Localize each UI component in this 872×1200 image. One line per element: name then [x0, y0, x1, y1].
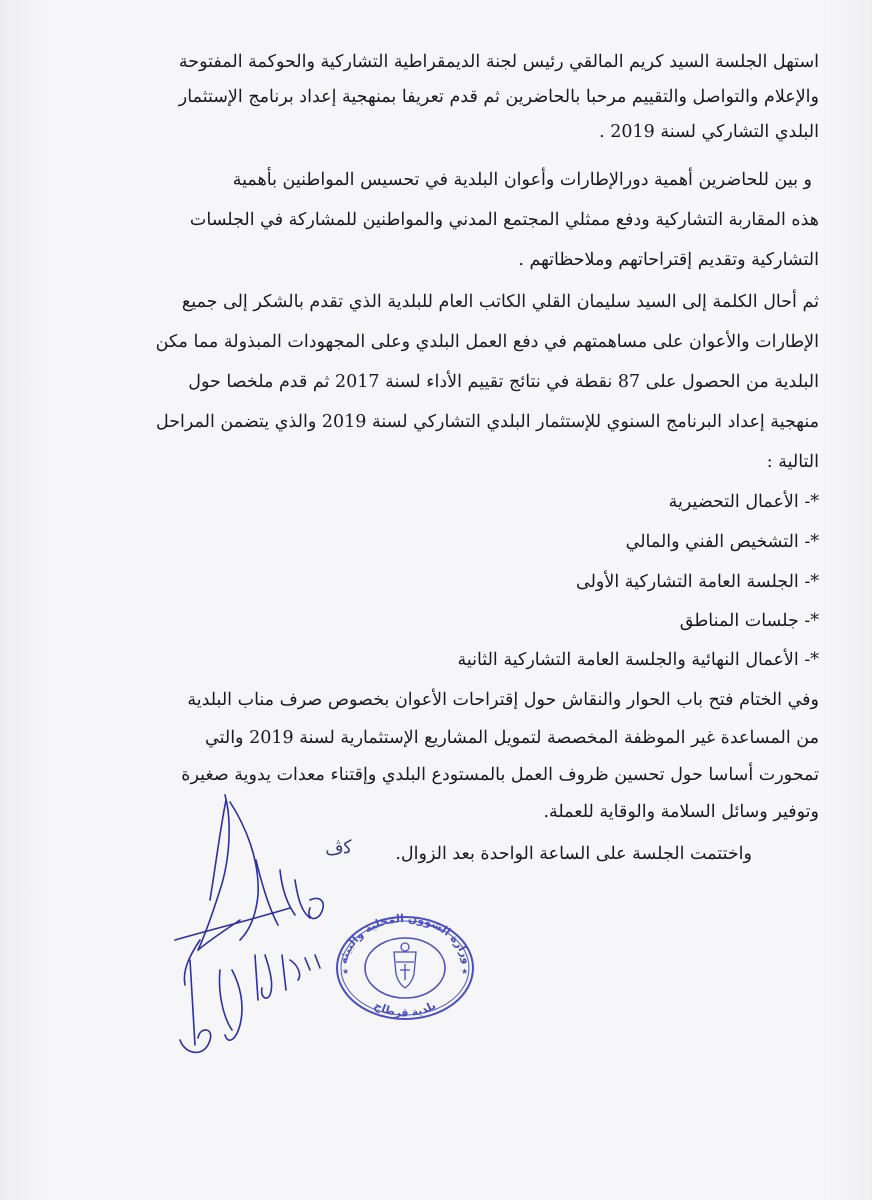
p2-line-1: و بين للحاضرين أهمية دورالإطارات وأعوان البلدية في تحسيس المواطنين بأهمية — [232, 170, 812, 190]
p1-line-3: البلدي التشاركي لسنة 2019 . — [599, 122, 819, 142]
p4-line-3: تمحورت أساسا حول تحسين ظروف العمل بالمستودع البلدي وإقتناء معدات يدوية صغيرة — [181, 765, 819, 785]
p2-line-3: التشاركية وتقديم إقتراحاتهم وملاحظاتهم . — [518, 250, 819, 270]
stage-item: *- الجلسة العامة التشاركية الأولى — [576, 572, 819, 592]
p1-line-1: استهل الجلسة السيد كريم المالقي رئيس لجنة الديمقراطية التشاركية والحوكمة المفتوحة — [178, 52, 819, 72]
p3-line-5: التالية : — [766, 452, 819, 472]
stage-item: *- الأعمال التحضيرية — [668, 492, 819, 512]
closing-line: واختتمت الجلسة على الساعة الواحدة بعد الزوال. — [395, 844, 752, 864]
p4-line-4: وتوفير وسائل السلامة والوقاية للعملة. — [543, 802, 819, 822]
p1-line-2: والإعلام والتواصل والتقييم مرحبا بالحاضرين ثم قدم تعريفا بمنهجية إعداد برنامج الإستثمار — [178, 87, 819, 107]
p3-line-1: ثم أحال الكلمة إلى السيد سليمان القلي الكاتب العام للبلدية الذي تقدم بالشكر إلى جميع — [181, 292, 819, 312]
stage-item: *- التشخيص الفني والمالي — [625, 532, 819, 552]
p3-line-4: منهجية إعداد البرنامج السنوي للإستثمار البلدي التشاركي لسنة 2019 والذي يتضمن المراحل — [155, 412, 819, 432]
stamp-outer-text: وزارة الشؤون المحلية والبيئة — [336, 912, 474, 966]
p3-line-2: الإطارات والأعوان على مساهمتهم في دفع العمل البلدي وعلى المجهودات المبذولة مما مكن — [155, 332, 819, 352]
svg-text:★: ★ — [461, 967, 469, 976]
emblem-icon — [394, 943, 416, 988]
p4-line-1: وفي الختام فتح باب الحوار والنقاش حول إقتراحات الأعوان بخصوص صرف مناب البلدية — [187, 690, 819, 710]
stage-item: *- الأعمال النهائية والجلسة العامة التشاركية الثانية — [457, 650, 819, 670]
stamp-inner-text: بلدية قرطاج — [372, 998, 439, 1020]
p4-line-2: من المساعدة غير الموظفة المخصصة لتمويل المشاريع الإستثمارية لسنة 2019 والتي — [205, 728, 819, 748]
stage-item: *- جلسات المناطق — [679, 611, 819, 631]
p3-line-3: البلدية من الحصول على 87 نقطة في نتائج تقييم الأداء لسنة 2017 ثم قدم ملخصا حول — [188, 372, 819, 392]
official-stamp — [330, 912, 480, 1022]
handwritten-initials: ﻛﭪ — [323, 836, 354, 861]
p2-line-2: هذه المقاربة التشاركية ودفع ممثلي المجتمع المدني والمواطنين للمشاركة في الجلسات — [189, 210, 819, 230]
svg-text:★: ★ — [342, 967, 350, 976]
